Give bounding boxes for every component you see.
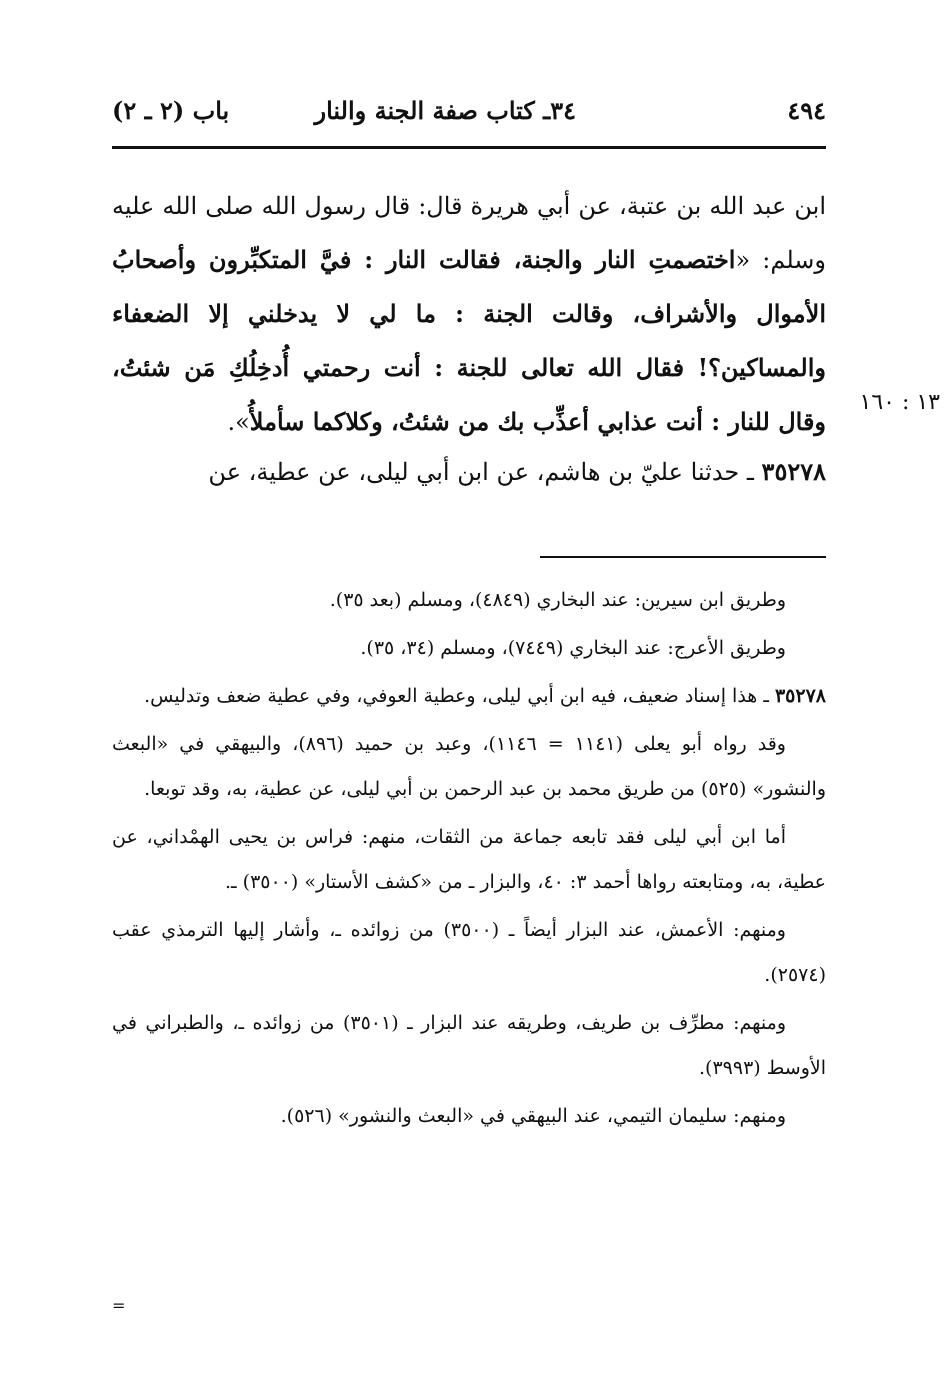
hadith-quote: اختصمتِ النار والجنة، فقالت النار : فيَّ المتكبِّرون وأصحابُ الأموال والأشراف، وقالت الجنة : ما لي لا يدخلني إلا الضعفاء والمساكين؟! فقال الله تعالى للجنة : أنت رحمتي أُدخِلُكِ مَن شئتُ، وقال للنار : أنت عذابي أعذِّب بك من شئتُ، وكلاكما سأملأُ	[112, 245, 826, 436]
hadith-intro: ابن عبد الله بن عتبة، عن أبي هريرة قال: قال رسول الله صلى الله عليه وسلم: «	[112, 192, 826, 274]
footnote-hadith-grading	[112, 674, 826, 719]
page-number: ٤٩٤	[787, 96, 826, 125]
hadith-paragraph	[112, 180, 826, 449]
hadith-chain: ـ حدثنا عليّ بن هاشم، عن ابن أبي ليلى، عن عطية، عن	[208, 458, 762, 486]
footnote-mutarrif: ومنهم: مطرِّف بن طريف، وطريقه عند البزار ـ (٣٥٠١) من زوائده ـ، والطبراني في الأوسط (٣٩٩٣).	[112, 1012, 826, 1079]
next-hadith	[112, 452, 826, 492]
main-text	[112, 180, 826, 449]
continuation-mark: =	[112, 1296, 126, 1315]
footnote-abu-yala: وقد رواه أبو يعلى (١١٤١ = ١١٤٦)، وعبد بن حميد (٨٩٦)، والبيهقي في «البعث والنشور» (٥٢٥) من طريق محمد بن عبد الرحمن بن أبي ليلى، عن عطية، به، وقد توبعا.	[112, 733, 826, 800]
footnote-grading-text: ـ هذا إسناد ضعيف، فيه ابن أبي ليلى، وعطية العوفي، وفي عطية ضعف وتدليس.	[144, 685, 775, 707]
footnote-al-araj: وطريق الأعرج: عند البخاري (٧٤٤٩)، ومسلم (٣٤، ٣٥).	[360, 637, 786, 659]
footnote-ibn-sirin: وطريق ابن سيرين: عند البخاري (٤٨٤٩)، ومسلم (بعد ٣٥).	[329, 589, 786, 611]
footnotes	[112, 578, 826, 1142]
chapter-label: باب (٢ ـ ٢)	[112, 96, 230, 125]
footnote-sulayman: ومنهم: سليمان التيمي، عند البيهقي في «البعث والنشور» (٥٢٦).	[280, 1105, 786, 1127]
footnote-separator	[540, 556, 826, 558]
hadith-quote-close: ».	[227, 408, 250, 436]
book-title: ٣٤ـ كتاب صفة الجنة والنار	[314, 96, 576, 125]
running-header	[112, 96, 826, 136]
footnote-corroborators: أما ابن أبي ليلى فقد تابعه جماعة من الثقات، منهم: فراس بن يحيى الهمْداني، عن عطية، به، ومتابعته رواها أحمد ٣: ٤٠، والبزار ـ من «كشف الأستار» (٣٥٠٠) ـ.	[112, 826, 826, 893]
header-rule	[112, 146, 826, 149]
footnote-hadith-number: ٣٥٢٧٨	[774, 685, 826, 707]
margin-reference: ١٣ : ١٦٠	[859, 390, 940, 415]
hadith-number: ٣٥٢٧٨	[761, 457, 826, 486]
footnote-al-amash: ومنهم: الأعمش، عند البزار أيضاً ـ (٣٥٠٠) من زوائده ـ، وأشار إليها الترمذي عقب (٢٥٧٤).	[112, 919, 826, 986]
